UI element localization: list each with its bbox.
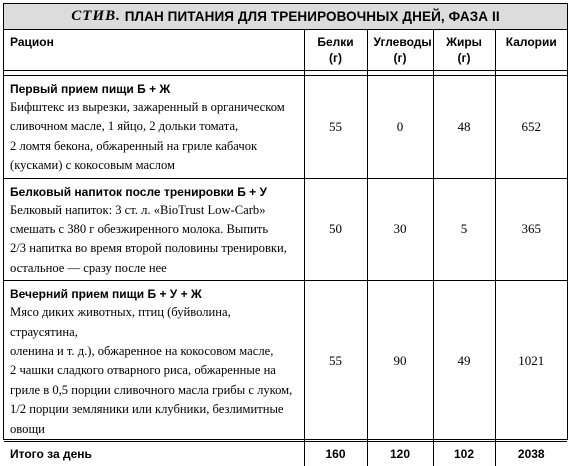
header-ration: Рацион (4, 30, 304, 71)
meal-2-description: Белковый напиток: 3 ст. л. «BioTrust Low-Carb» смешать с 380 г обезжиренного молока. Выпить 2/3 напитка во время второй половины тренировки, остальное — сразу после нее (10, 202, 287, 275)
meal-3-cell (4, 281, 304, 442)
header-protein: Белки (г) (304, 30, 367, 71)
header-protein-unit: (г) (329, 51, 342, 65)
header-carbs-unit: (г) (393, 51, 407, 65)
meal-2-carbs: 30 (367, 178, 433, 281)
meal-3-description: Мясо диких животных, птиц (буйволина, страусятина, оленина и т. д.), обжаренное на кокосовом масле, 2 чашки сладкого отварного риса, обжаренные на гриле в 0,5 порции сливочного масла грибы с луком, 1/2 порции земляники или клубники, безлимитные овощи (10, 305, 293, 436)
total-calories: 2038 (495, 442, 567, 466)
table-title-text: ПЛАН ПИТАНИЯ ДЛЯ ТРЕНИРОВОЧНЫХ ДНЕЙ, ФАЗА II (124, 9, 500, 24)
table-title (4, 4, 567, 30)
table-row-meal-2 (4, 178, 567, 281)
header-row (4, 30, 567, 71)
meal-3-calories: 1021 (495, 281, 567, 442)
nutrition-table (4, 30, 567, 466)
total-fat: 102 (433, 442, 495, 466)
meal-3-protein: 55 (304, 281, 367, 442)
meal-3-carbs: 90 (367, 281, 433, 442)
meal-2-fat: 5 (433, 178, 495, 281)
table-row-meal-3 (4, 281, 567, 442)
meal-1-description: Бифштекс из вырезки, зажаренный в органическом сливочном масле, 1 яйцо, 2 дольки томата, 2 ломтя бекона, обжаренный на гриле кабачок (кусками) с кокосовым маслом (10, 100, 285, 173)
header-fat-unit: (г) (457, 51, 471, 65)
meal-2-title: Белковый напиток после тренировки Б + У (10, 184, 267, 199)
meal-1-calories: 652 (495, 76, 567, 179)
meal-1-cell (4, 76, 304, 179)
nutrition-plan-table-box (3, 3, 568, 461)
table-row-meal-1 (4, 76, 567, 179)
header-carbs: Углеводы (г) (367, 30, 433, 71)
meal-3-title: Вечерний прием пищи Б + У + Ж (10, 287, 202, 302)
total-carbs: 120 (367, 442, 433, 466)
table-title-label: СТИВ. (71, 8, 121, 24)
meal-1-title: Первый прием пищи Б + Ж (10, 82, 171, 96)
meal-2-cell (4, 178, 304, 281)
header-fat: Жиры (г) (433, 30, 495, 71)
meal-1-protein: 55 (304, 76, 367, 179)
meal-1-fat: 48 (433, 76, 495, 179)
meal-1-carbs: 0 (367, 76, 433, 179)
table-row-total (4, 442, 567, 466)
header-calories: Калории (495, 30, 567, 71)
meal-2-protein: 50 (304, 178, 367, 281)
meal-3-fat: 49 (433, 281, 495, 442)
total-label: Итого за день (4, 442, 304, 466)
meal-2-calories: 365 (495, 178, 567, 281)
total-protein: 160 (304, 442, 367, 466)
